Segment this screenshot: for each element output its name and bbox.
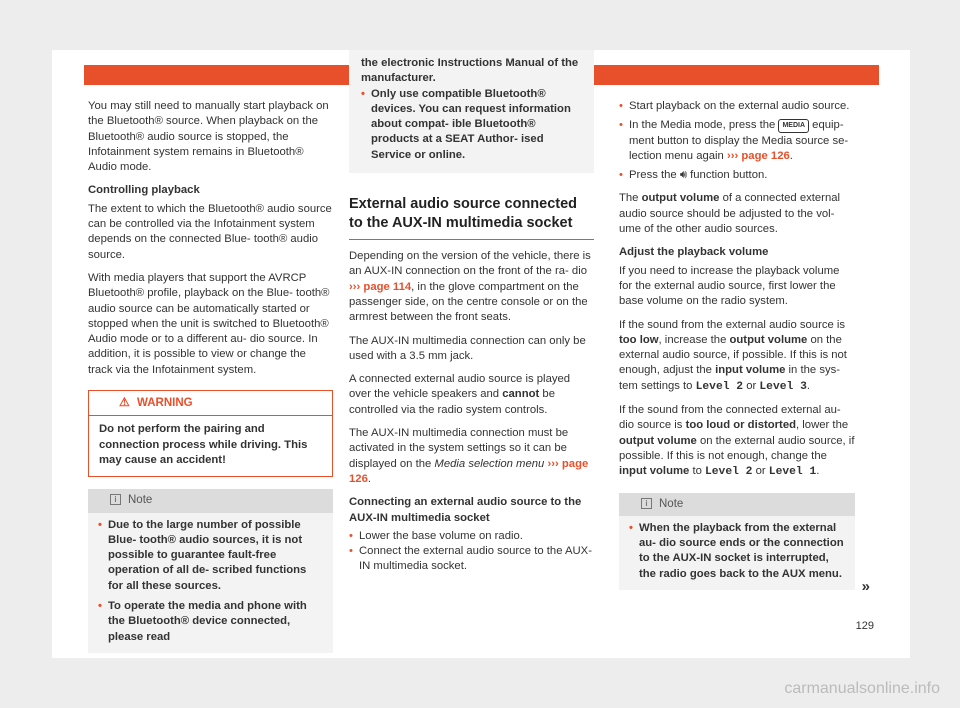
page-link[interactable]: ››› page 126 [726, 149, 790, 162]
paragraph: A connected external audio source is played over the vehicle speakers and cannot be controlled via the radio system controls. [349, 373, 571, 416]
paragraph: With media players that support the AVRCP Bluetooth® profile, playback on the Blue- tooth® audio source can be automatically started or stopped when the unit is switched to Bluetooth® Audio mode or to a different au- dio source. In addition, it is possible to view or change the track via the Infotainment system. [88, 271, 330, 376]
note-box [619, 493, 855, 590]
paragraph: If the sound from the external audio source is too low, increase the output volume on the external audio source, if possible. If this is not enough, adjust the input volume in the sys- tem settings to Level 2 or Level 3. [619, 318, 847, 393]
page-link[interactable]: ››› page 114 [349, 280, 412, 293]
manual-page [52, 50, 910, 658]
subheading-controlling: Controlling playback [88, 184, 200, 197]
list-item: • Start playback on the external audio source. [619, 99, 855, 114]
column-2 [349, 57, 594, 575]
paragraph: The AUX-IN multimedia connection must be activated in the system settings so it can be displayed on the Media selection menu ››› page 126. [349, 427, 589, 485]
subheading-adjust: Adjust the playback volume [619, 246, 769, 259]
note-item: • Due to the large number of possible Blue- tooth® audio sources, it is not possible to guarantee fault-free operation of all de- scribed functions for all these sources. [98, 513, 333, 594]
paragraph: The AUX-IN multimedia connection can only be used with a 3.5 mm jack. [349, 334, 586, 362]
note-item: • Only use compatible Bluetooth® devices. You can request information about compat- ible Bluetooth® products at a SEAT Author- ised Service or online. [361, 87, 582, 163]
paragraph: The output volume of a connected external audio source should be adjusted to the vol- ume of the other audio sources. [619, 192, 841, 236]
info-icon: i [110, 494, 121, 505]
warning-title: WARNING [137, 397, 193, 410]
note-title: Note [128, 494, 153, 507]
warning-header [89, 391, 332, 416]
column-1 [88, 99, 333, 653]
audio-signal-icon: 🔊︎ [679, 169, 687, 182]
info-icon: i [641, 498, 652, 509]
subheading-connecting: Connecting an external audio source to the AUX-IN multimedia socket [349, 496, 582, 524]
note-box [88, 489, 333, 653]
column-3 [619, 99, 855, 590]
note-item: • To operate the media and phone with the Bluetooth® device connected, please read [98, 594, 333, 645]
section-title: External audio source connected to the AUX-IN multimedia socket [349, 187, 594, 240]
warning-box [88, 390, 333, 477]
note-cont-text: the electronic Instructions Manual of the manufacturer. [361, 57, 579, 85]
watermark: carmanualsonline.info [784, 680, 940, 697]
warning-icon: ⚠ [119, 395, 130, 410]
page-number: 129 [855, 620, 874, 632]
note-header [619, 493, 855, 516]
list-item: • Press the 🔊︎ function button. [619, 168, 855, 183]
note-title: Note [659, 497, 684, 510]
note-continuation [349, 50, 594, 173]
list-item: • Connect the external audio source to the AUX-IN multimedia socket. [349, 544, 594, 575]
warning-text: Do not perform the pairing and connection process while driving. This may cause an accident! [99, 423, 308, 466]
paragraph: If the sound from the connected external au- dio source is too loud or distorted, lower the output volume on the external audio source, if possible. If this is not enough, change the input volume to Level 2 or Level 1. [619, 404, 855, 479]
list-item: • Lower the base volume on radio. [349, 529, 594, 544]
media-button-icon: MEDIA [778, 119, 809, 133]
paragraph: The extent to which the Bluetooth® audio source can be controlled via the Infotainment system depends on the connected Blue- tooth® audio source. [88, 202, 332, 261]
note-item: • When the playback from the external au- dio source ends or the connection to the AUX-IN socket is interrupted, the radio goes back to the AUX menu. [629, 516, 855, 582]
paragraph: You may still need to manually start playback on the Bluetooth® source. When playback on the Bluetooth® audio source is stopped, the Infotainment system remains in Bluetooth® Audio mode. [88, 100, 329, 174]
paragraph: If you need to increase the playback volume for the external audio source, first lower the base volume on the radio system. [619, 264, 840, 308]
page-link[interactable]: ››› page 126 [349, 457, 589, 485]
list-item: • In the Media mode, press the MEDIA equip- ment button to display the Media source se- lection menu again ››› page 126. [619, 118, 855, 164]
note-header [88, 489, 333, 512]
paragraph: Depending on the version of the vehicle, there is an AUX-IN connection on the front of the ra- dio ››› page 114, in the glove compartment on the passenger side, on the centre console or on the armrest between the front seats. [349, 250, 591, 324]
continue-arrow-icon: » [861, 578, 870, 595]
